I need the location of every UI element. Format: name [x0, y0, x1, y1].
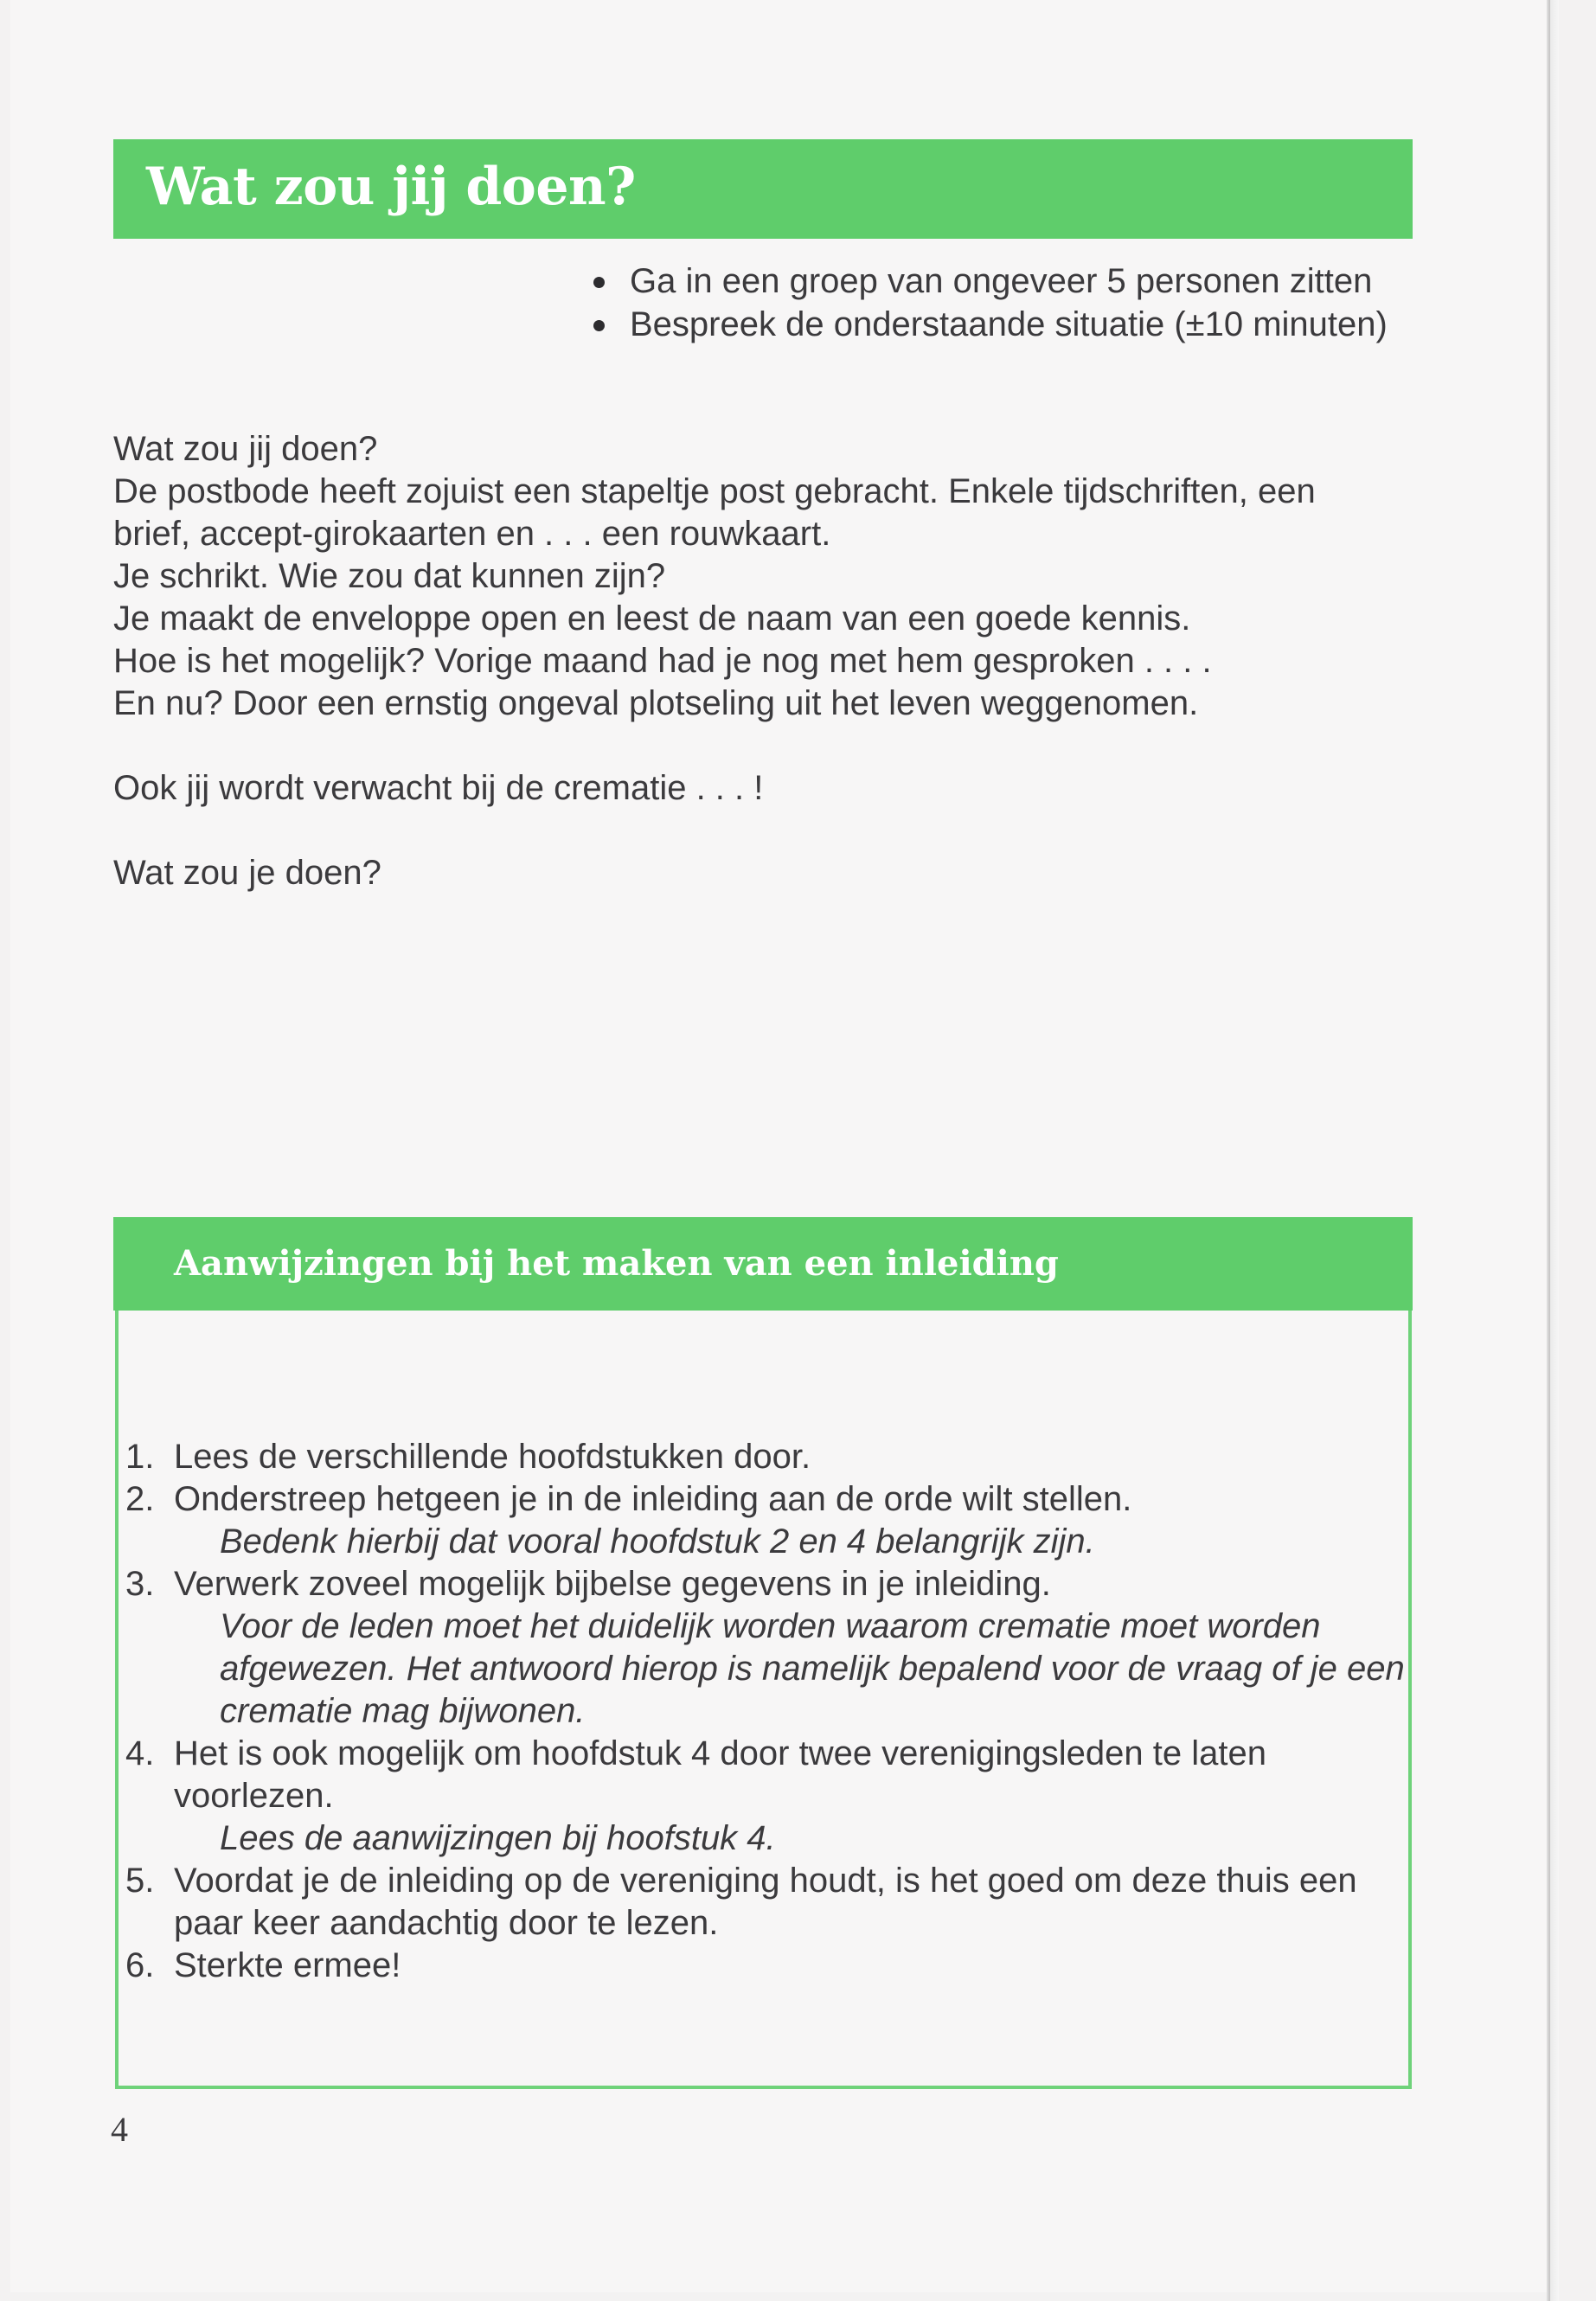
- story-line: brief, accept-girokaarten en . . . een rouwkaart.: [113, 515, 831, 553]
- page-edge-line: [1548, 0, 1550, 2301]
- hint-text: Het is ook mogelijk om hoofdstuk 4 door twee verenigingsleden te laten voorlezen.: [174, 1734, 1266, 1815]
- hints-title: Aanwijzingen bij het maken van een inleiding: [174, 1243, 1059, 1284]
- hint-number: 3.: [125, 1565, 155, 1603]
- page-number: 4: [111, 2110, 128, 2149]
- story-question: Wat zou je doen?: [113, 854, 381, 892]
- hint-text: Lees de verschillende hoofdstukken door.: [174, 1438, 811, 1476]
- hint-item: [125, 1563, 1406, 1733]
- hint-number: 5.: [125, 1862, 155, 1900]
- instruction-list: [588, 260, 1388, 346]
- hints-list: [125, 1436, 1406, 1987]
- hint-text: Sterkte ermee!: [174, 1946, 401, 1984]
- hint-item: [125, 1860, 1406, 1945]
- bullet-icon: [593, 277, 605, 288]
- hint-number: 4.: [125, 1734, 155, 1772]
- instruction-text: Ga in een groep van ongeveer 5 personen zitten: [630, 262, 1373, 300]
- story-expected: Ook jij wordt verwacht bij de crematie . . . !: [113, 769, 764, 807]
- hint-number: 1.: [125, 1438, 155, 1476]
- page-title: Wat zou jij doen?: [146, 157, 636, 217]
- hints-title-banner: [113, 1217, 1413, 1311]
- hint-number: 6.: [125, 1946, 155, 1984]
- title-banner: [113, 139, 1413, 239]
- instruction-item: [588, 260, 1388, 303]
- hint-note: Bedenk hierbij dat vooral hoofdstuk 2 en 4 belangrijk zijn.: [220, 1522, 1095, 1561]
- hint-item: [125, 1436, 1406, 1478]
- hint-note: Lees de aanwijzingen bij hoofstuk 4.: [220, 1819, 776, 1857]
- story-line: En nu? Door een ernstig ongeval plotseling uit het leven weggenomen.: [113, 684, 1199, 722]
- story-text: [113, 428, 1420, 894]
- story-line: Je maakt de enveloppe open en leest de naam van een goede kennis.: [113, 599, 1191, 638]
- hint-text: Onderstreep hetgeen je in de inleiding aan de orde wilt stellen.: [174, 1480, 1132, 1518]
- hint-text: Verwerk zoveel mogelijk bijbelse gegevens in je inleiding.: [174, 1565, 1051, 1603]
- story-line: Je schrikt. Wie zou dat kunnen zijn?: [113, 557, 666, 595]
- story-line: Hoe is het mogelijk? Vorige maand had je nog met hem gesproken . . . .: [113, 642, 1212, 680]
- hint-item: [125, 1478, 1406, 1563]
- story-line: De postbode heeft zojuist een stapeltje post gebracht. Enkele tijdschriften, een: [113, 472, 1316, 510]
- story-line: Wat zou jij doen?: [113, 430, 378, 468]
- bullet-icon: [593, 320, 605, 331]
- hint-item: [125, 1945, 1406, 1987]
- instruction-item: [588, 303, 1388, 346]
- instruction-text: Bespreek de onderstaande situatie (±10 minuten): [630, 305, 1388, 343]
- hint-number: 2.: [125, 1480, 155, 1518]
- hint-item: [125, 1733, 1406, 1860]
- hint-text: Voordat je de inleiding op de vereniging houdt, is het goed om deze thuis een paar keer aandachtig door te lezen.: [174, 1862, 1357, 1942]
- hint-note: Voor de leden moet het duidelijk worden waarom crematie moet worden afgewezen. Het antwoord hierop is namelijk bepalend voor de vraag of je een crematie mag bijwonen.: [220, 1607, 1405, 1730]
